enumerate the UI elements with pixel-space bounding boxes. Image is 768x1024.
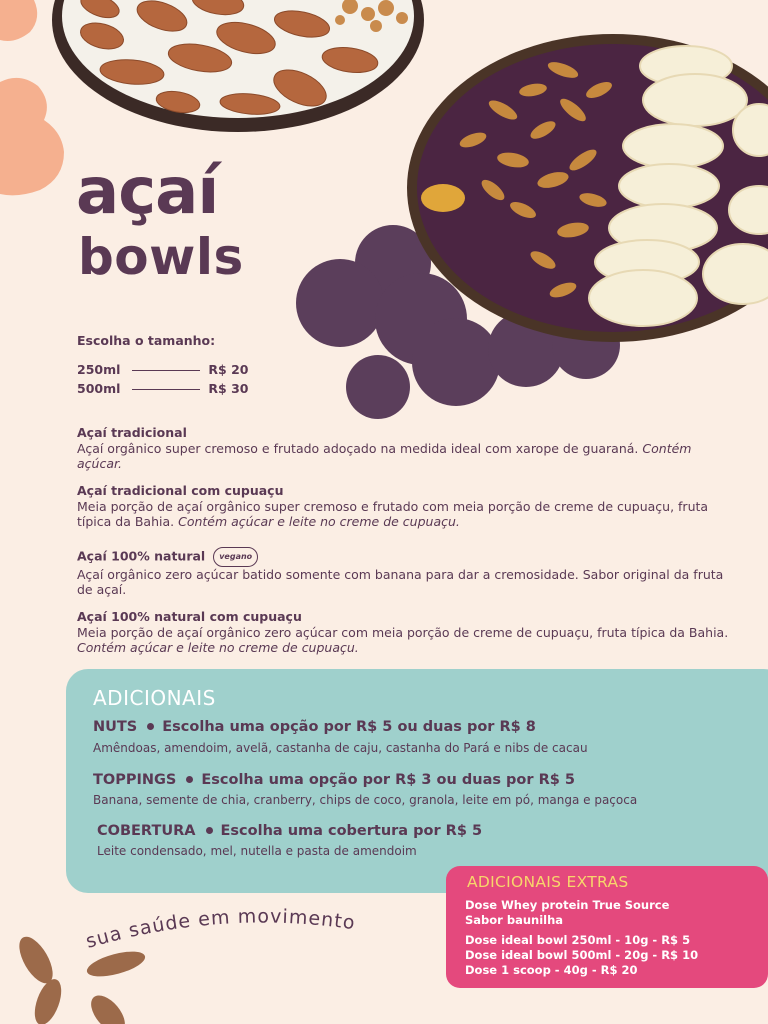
- slogan-text: sua saúde em movimento: [83, 905, 357, 953]
- size-option-250: [77, 362, 248, 377]
- extras-line: Sabor baunilha: [465, 913, 564, 927]
- vegano-badge-icon: vegano: [213, 547, 258, 567]
- adicional-cobertura-items: Leite condensado, mel, nutella e pasta de amendoim: [97, 844, 417, 858]
- menu-item-note: Contém açúcar e leite no creme de cupuaçu.: [178, 514, 460, 529]
- adicional-nuts-header: NUTS Escolha uma opção por R$ 5 ou duas por R$ 8: [93, 719, 536, 735]
- bullet-icon: [186, 776, 193, 783]
- menu-item-acai-natural: [77, 547, 737, 598]
- extras-line: Dose ideal bowl 250ml - 10g - R$ 5: [465, 933, 691, 947]
- adicional-toppings-items: Banana, semente de chia, cranberry, chips de coco, granola, leite em pó, manga e paçoca: [93, 793, 638, 807]
- size-value: 250ml: [77, 362, 121, 377]
- menu-item-name: Açaí tradicional: [77, 425, 187, 440]
- menu-item-acai-tradicional-cupuacu: [77, 483, 737, 530]
- menu-item-desc: Meia porção de açaí orgânico super cremoso e frutado com meia porção de creme de cupuaçu, fruta típica da Bahia. Contém açúcar e leite no creme de cupuaçu.: [77, 498, 709, 529]
- bullet-icon: [147, 723, 154, 730]
- extras-line: Dose 1 scoop - 40g - R$ 20: [465, 963, 638, 977]
- extras-line: Dose ideal bowl 500ml - 20g - R$ 10: [465, 948, 699, 962]
- adicional-cobertura-header: COBERTURA Escolha uma cobertura por R$ 5: [97, 823, 483, 839]
- menu-item-note: Contém açúcar e leite no creme de cupuaçu.: [77, 640, 359, 655]
- adicionais-title: ADICIONAIS: [93, 686, 216, 710]
- dotted-divider: [132, 389, 200, 390]
- menu-item-acai-tradicional: [77, 425, 737, 472]
- bullet-icon: [206, 827, 213, 834]
- menu-item-name: Açaí tradicional com cupuaçu: [77, 483, 284, 498]
- adicional-toppings-header: TOPPINGS Escolha uma opção por R$ 3 ou duas por R$ 5: [93, 772, 575, 788]
- dotted-divider: [132, 370, 200, 371]
- extras-line: Dose Whey protein True Source: [465, 898, 670, 912]
- size-value: 500ml: [77, 381, 121, 396]
- size-price: R$ 30: [208, 381, 249, 396]
- menu-item-name: Açaí 100% natural vegano: [77, 547, 737, 567]
- page-title-line2: bowls: [78, 228, 244, 286]
- page-title-line1: açaí: [76, 155, 219, 229]
- menu-item-desc: Meia porção de açaí orgânico zero açúcar com meia porção de creme de cupuaçu, fruta típica da Bahia. Contém açúcar e leite no creme de cupuaçu.: [77, 624, 729, 655]
- decorative-leaves: [0, 930, 160, 1024]
- menu-item-desc: Açaí orgânico zero açúcar batido somente com banana para dar a cremosidade. Sabor original da fruta de açaí.: [77, 566, 724, 597]
- adicional-nuts-items: Amêndoas, amendoim, avelã, castanha de caju, castanha do Pará e nibs de cacau: [93, 741, 588, 755]
- menu-item-desc: Açaí orgânico super cremoso e frutado adoçado na medida ideal com xarope de guaraná. Contém açúcar.: [77, 440, 692, 471]
- menu-item-name: Açaí 100% natural com cupuaçu: [77, 609, 302, 624]
- adicionais-extras-title: ADICIONAIS EXTRAS: [467, 873, 629, 891]
- menu-item-note: Contém açúcar.: [77, 440, 692, 471]
- almond-bowl-image: [50, 0, 430, 135]
- size-label: Escolha o tamanho:: [77, 333, 216, 348]
- size-price: R$ 20: [208, 362, 249, 377]
- menu-item-acai-natural-cupuacu: [77, 609, 737, 656]
- size-option-500: [77, 381, 248, 396]
- acai-bowl-image: [403, 30, 768, 350]
